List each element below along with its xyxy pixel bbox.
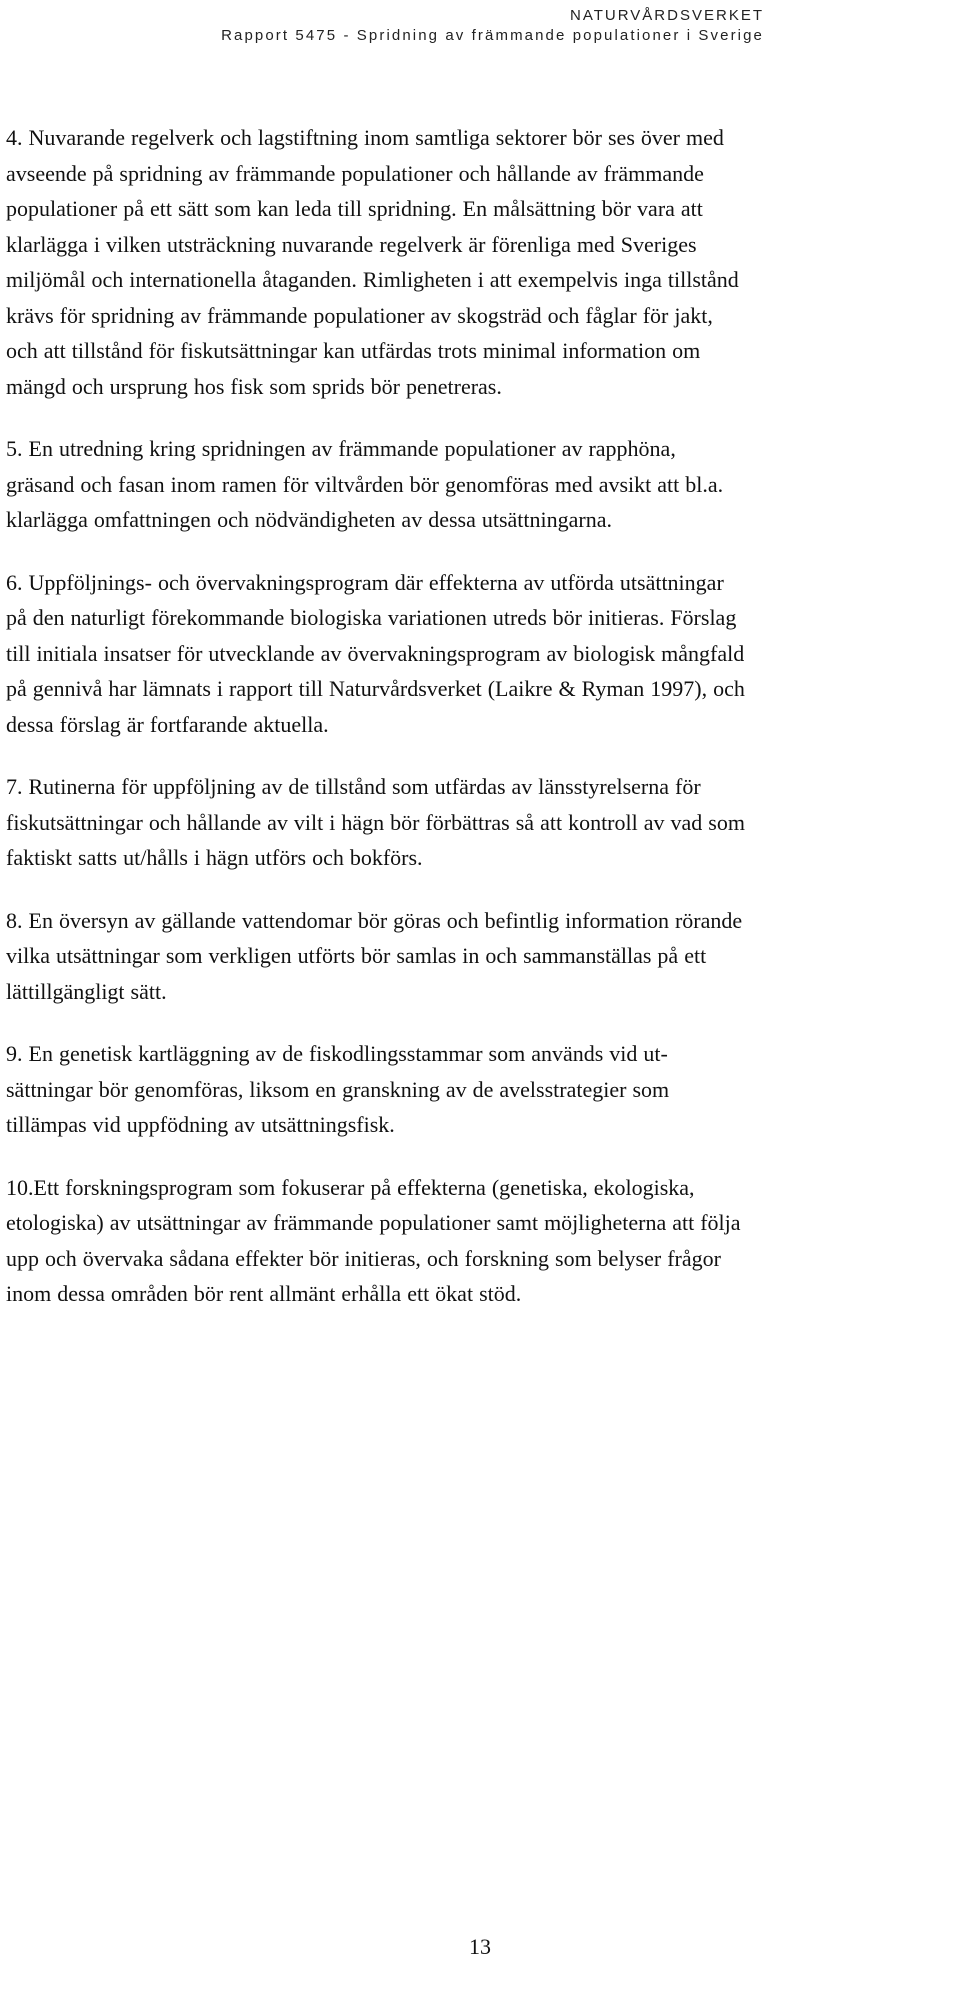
item-line: klarlägga omfattningen och nödvändigheten av dessa utsättningarna. bbox=[6, 507, 612, 532]
list-item-10 bbox=[6, 1170, 960, 1312]
item-line: lättillgängligt sätt. bbox=[6, 978, 167, 1004]
item-number: 7. bbox=[6, 774, 23, 799]
item-line: krävs för spridning av främmande populationer av skogsträd och fåglar för jakt, bbox=[6, 302, 713, 328]
item-line: inom dessa områden bör rent allmänt erhålla ett ökat stöd. bbox=[6, 1281, 522, 1306]
item-line: populationer på ett sätt som kan leda till spridning. En målsättning bör vara att bbox=[6, 196, 703, 221]
item-number: 8. bbox=[6, 907, 23, 933]
item-line: En genetisk kartläggning av de fiskodlingsstammar som används vid ut- bbox=[28, 1041, 668, 1066]
item-line: på gennivå har lämnats i rapport till Naturvårdsverket (Laikre & Ryman 1997), och bbox=[6, 676, 745, 701]
list-item-5 bbox=[6, 431, 960, 538]
item-line: miljömål och internationella åtaganden. Rimligheten i att exempelvis inga tillstånd bbox=[6, 267, 739, 292]
page-number: 13 bbox=[469, 1934, 491, 1959]
item-line: på den naturligt förekommande biologiska variationen utreds bör initieras. Förslag bbox=[6, 605, 737, 630]
item-line: faktiskt satts ut/hålls i hägn utförs och bokförs. bbox=[6, 845, 423, 870]
list-item-4 bbox=[6, 120, 960, 404]
page-header bbox=[221, 6, 764, 46]
item-line: sättningar bör genomföras, liksom en granskning av de avelsstrategier som bbox=[6, 1076, 670, 1102]
recommendations-list bbox=[0, 120, 960, 1339]
list-item-6 bbox=[6, 565, 960, 743]
list-item-8 bbox=[6, 903, 960, 1010]
item-line: vilka utsättningar som verkligen utförts bör samlas in och sammanställas på ett bbox=[6, 943, 707, 968]
item-line: klarlägga i vilken utsträckning nuvarande regelverk är förenliga med Sveriges bbox=[6, 231, 697, 257]
item-line: etologiska) av utsättningar av främmande populationer samt möjligheterna att följa bbox=[6, 1210, 741, 1235]
header-report-title: Rapport 5475 - Spridning av främmande populationer i Sverige bbox=[221, 27, 764, 44]
list-item-7 bbox=[6, 769, 960, 876]
item-line: En utredning kring spridningen av främmande populationer av rapphöna, bbox=[28, 436, 676, 461]
item-line: och att tillstånd för fiskutsättningar kan utfärdas trots minimal information om bbox=[6, 338, 701, 363]
item-number: 9. bbox=[6, 1041, 23, 1066]
item-number: 10. bbox=[6, 1174, 34, 1200]
item-line: Nuvarande regelverk och lagstiftning inom samtliga sektorer bör ses över med bbox=[28, 125, 724, 150]
item-line: upp och övervaka sådana effekter bör initieras, och forskning som belyser frågor bbox=[6, 1245, 721, 1271]
item-line: gräsand och fasan inom ramen för viltvården bör genomföras med avsikt att bl.a. bbox=[6, 471, 724, 497]
item-line: mängd och ursprung hos fisk som sprids bör penetreras. bbox=[6, 373, 502, 399]
item-number: 5. bbox=[6, 436, 23, 461]
item-number: 6. bbox=[6, 569, 23, 595]
item-line: En översyn av gällande vattendomar bör göras och befintlig information rörande bbox=[28, 907, 743, 933]
item-line: Ett forskningsprogram som fokuserar på effekterna (genetiska, ekologiska, bbox=[33, 1174, 695, 1200]
item-line: tillämpas vid uppfödning av utsättningsfisk. bbox=[6, 1112, 395, 1137]
item-number: 4. bbox=[6, 125, 23, 150]
item-line: Uppföljnings- och övervakningsprogram där effekterna av utförda utsättningar bbox=[28, 569, 724, 595]
item-line: till initiala insatser för utvecklande av övervakningsprogram av biologisk mångfald bbox=[6, 640, 745, 666]
item-line: dessa förslag är fortfarande aktuella. bbox=[6, 711, 329, 737]
item-line: avseende på spridning av främmande populationer och hållande av främmande bbox=[6, 160, 704, 186]
item-line: Rutinerna för uppföljning av de tillstånd som utfärdas av länsstyrelserna för bbox=[28, 774, 701, 799]
header-organization: NATURVÅRDSVERKET bbox=[570, 7, 764, 24]
item-line: fiskutsättningar och hållande av vilt i hägn bör förbättras så att kontroll av vad som bbox=[6, 809, 745, 835]
list-item-9 bbox=[6, 1036, 960, 1143]
